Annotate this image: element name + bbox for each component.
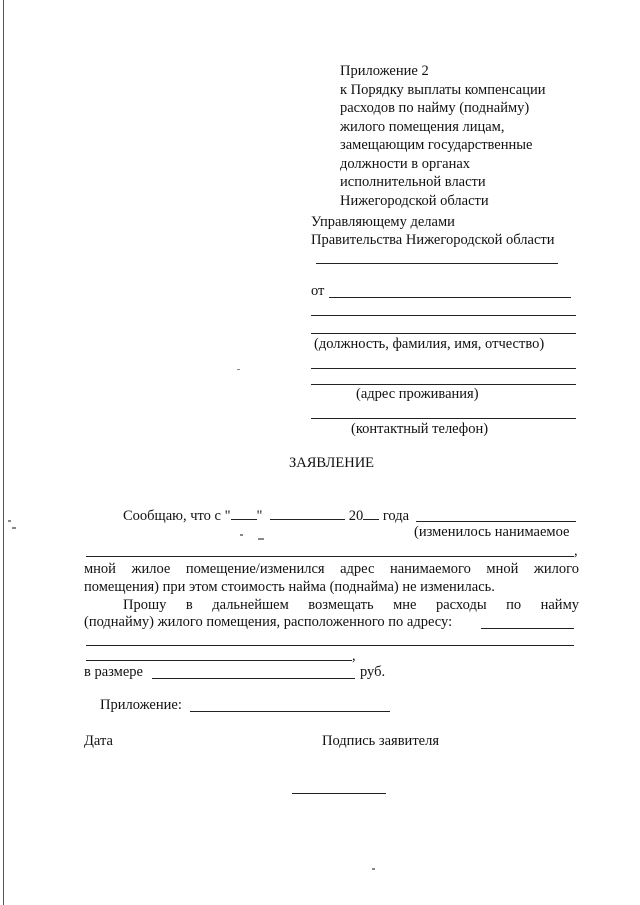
phone-field[interactable] [311,418,576,419]
scan-speck [372,868,375,870]
scan-speck [12,527,16,529]
from-field-line-2[interactable] [311,315,576,316]
position-name-caption: (должность, фамилия, имя, отчество) [314,336,545,352]
appendix-header [340,62,546,210]
addressee-line-1: Управляющему делами [311,214,455,230]
para1-start: Сообщаю, что с " [123,508,231,524]
para1-comma: , [574,543,578,559]
change-type-field[interactable] [416,521,576,522]
para1-line4: помещения) при этом стоимость найма (поднайма) не изменилась. [84,579,495,595]
document-title: ЗАЯВЛЕНИЕ [289,455,375,471]
appendix-line: к Порядку выплаты компенсации [340,81,546,98]
attachment-label: Приложение: [100,697,182,713]
appendix-line: жилого помещения лицам, [340,118,505,135]
address-field-continued[interactable] [86,645,574,646]
address-caption: (адрес проживания) [356,386,479,402]
date-label: Дата [84,733,113,749]
footer-rule [292,793,386,794]
addressee-line-2: Правительства Нижегородской области [311,232,555,248]
address-field-end[interactable] [86,660,352,661]
amount-label: в размере [84,664,143,680]
year-suffix: года [382,508,410,524]
scan-speck [8,520,11,522]
year-prefix: 20 [348,508,364,524]
address-comma: , [352,648,356,664]
appendix-line: Приложение 2 [340,63,429,79]
page-edge [3,0,4,905]
scan-speck [258,538,264,540]
address-field-line-2[interactable] [311,384,576,385]
scan-speck [237,369,240,370]
para1-changed: (изменилось нанимаемое [414,524,570,540]
phone-caption: (контактный телефон) [351,421,489,437]
appendix-line: расходов по найму (поднайму) [340,100,530,116]
scan-speck [240,534,243,536]
year-field[interactable] [363,507,379,520]
para1-line3: мной жилое помещение/изменился адрес нанимаемого мной жилого [84,561,579,577]
from-field[interactable] [329,297,571,298]
addressee-name-field[interactable] [316,263,558,264]
appendix-line: исполнительной власти [340,174,486,190]
para2-line1: Прошу в дальнейшем возмещать мне расходы по найму [123,597,579,613]
month-field[interactable] [270,507,345,520]
from-field-line-3[interactable] [311,333,576,334]
appendix-line: замещающим государственные [340,137,533,153]
address-field-line-1[interactable] [311,368,576,369]
appendix-line: должности в органах [340,155,471,172]
quote-close: " [256,508,263,524]
amount-field[interactable] [152,678,355,679]
amount-unit: руб. [360,664,386,680]
address-field-start[interactable] [481,628,574,629]
attachment-field[interactable] [190,711,390,712]
signature-label: Подпись заявителя [322,733,439,749]
para1-line1 [123,507,409,525]
day-field[interactable] [231,507,257,520]
from-label: от [311,283,325,299]
para1-blank-line[interactable] [86,556,574,557]
appendix-line: Нижегородской области [340,192,489,209]
para2-line2: (поднайму) жилого помещения, расположенного по адресу: [84,614,453,630]
